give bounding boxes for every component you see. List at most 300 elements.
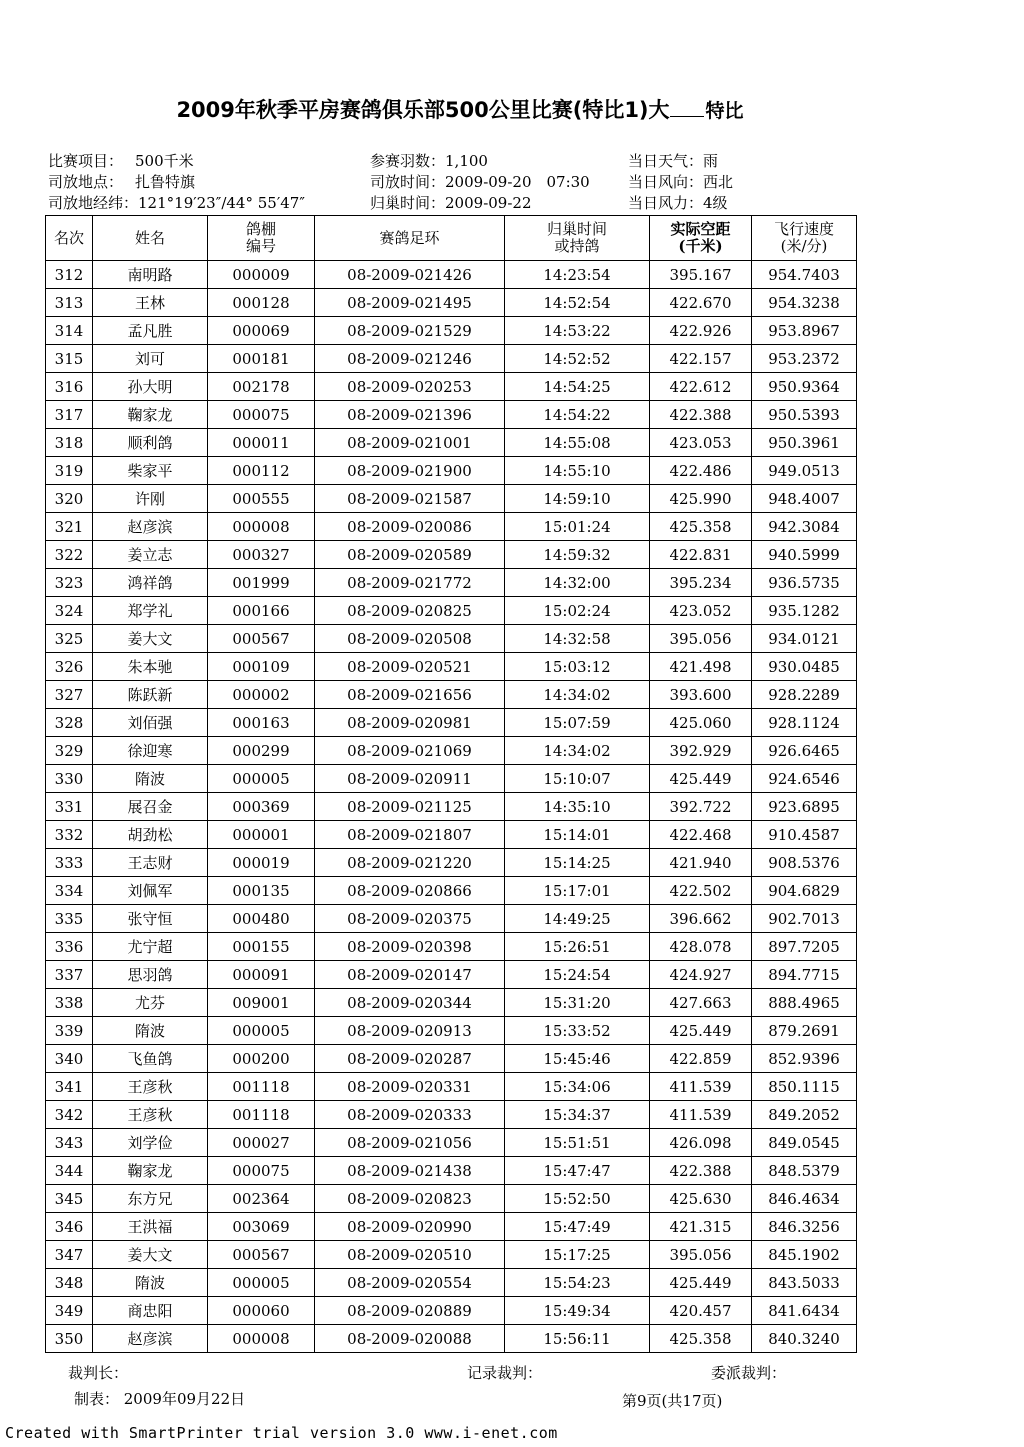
cell-loft: 000128	[208, 289, 315, 317]
cell-speed: 954.3238	[752, 289, 857, 317]
cell-arrival: 15:34:37	[505, 1101, 650, 1129]
results-body	[46, 261, 857, 1353]
cell-distance: 426.098	[650, 1129, 752, 1157]
cell-loft: 000091	[208, 961, 315, 989]
cell-distance: 395.056	[650, 1241, 752, 1269]
cell-distance: 422.388	[650, 1157, 752, 1185]
cell-ring: 08-2009-021495	[315, 289, 505, 317]
cell-distance: 392.929	[650, 737, 752, 765]
cell-speed: 840.3240	[752, 1325, 857, 1353]
cell-speed: 879.2691	[752, 1017, 857, 1045]
cell-arrival: 15:01:24	[505, 513, 650, 541]
cell-arrival: 14:35:10	[505, 793, 650, 821]
cell-arrival: 15:07:59	[505, 709, 650, 737]
cell-ring: 08-2009-020825	[315, 597, 505, 625]
cell-arrival: 14:54:25	[505, 373, 650, 401]
cell-ring: 08-2009-021656	[315, 681, 505, 709]
cell-distance: 425.358	[650, 1325, 752, 1353]
cell-loft: 000135	[208, 877, 315, 905]
cell-rank: 343	[46, 1129, 93, 1157]
page-number: 第9页(共17页)	[622, 1392, 723, 1410]
cell-speed: 849.2052	[752, 1101, 857, 1129]
table-row	[46, 1297, 857, 1325]
table-row	[46, 821, 857, 849]
cell-loft: 000555	[208, 485, 315, 513]
cell-rank: 315	[46, 345, 93, 373]
table-row	[46, 597, 857, 625]
cell-arrival: 14:32:58	[505, 625, 650, 653]
table-row	[46, 289, 857, 317]
table-row	[46, 485, 857, 513]
info-release-time	[370, 171, 590, 192]
cell-name: 思羽鸽	[93, 961, 208, 989]
table-row	[46, 709, 857, 737]
cell-speed: 948.4007	[752, 485, 857, 513]
cell-speed: 850.1115	[752, 1073, 857, 1101]
cell-name: 东方兄	[93, 1185, 208, 1213]
cell-rank: 337	[46, 961, 93, 989]
cell-rank: 324	[46, 597, 93, 625]
cell-rank: 323	[46, 569, 93, 597]
table-row	[46, 625, 857, 653]
table-row	[46, 765, 857, 793]
cell-arrival: 15:31:20	[505, 989, 650, 1017]
cell-ring: 08-2009-021396	[315, 401, 505, 429]
cell-rank: 317	[46, 401, 93, 429]
table-row	[46, 653, 857, 681]
cell-loft: 000480	[208, 905, 315, 933]
cell-distance: 421.498	[650, 653, 752, 681]
cell-loft: 000019	[208, 849, 315, 877]
cell-ring: 08-2009-020344	[315, 989, 505, 1017]
header-arrival	[505, 216, 650, 261]
cell-speed: 926.6465	[752, 737, 857, 765]
cell-loft: 000155	[208, 933, 315, 961]
cell-name: 柴家平	[93, 457, 208, 485]
table-row	[46, 1129, 857, 1157]
cell-rank: 341	[46, 1073, 93, 1101]
cell-name: 张守恒	[93, 905, 208, 933]
cell-name: 姜大文	[93, 625, 208, 653]
cell-speed: 935.1282	[752, 597, 857, 625]
header-speed	[752, 216, 857, 261]
cell-distance: 422.157	[650, 345, 752, 373]
header-arrival-line2: 或持鸽	[554, 237, 600, 255]
cell-name: 王彦秋	[93, 1073, 208, 1101]
header-rank-label: 名次	[53, 228, 84, 247]
cell-speed: 934.0121	[752, 625, 857, 653]
cell-arrival: 15:17:25	[505, 1241, 650, 1269]
cell-distance: 425.630	[650, 1185, 752, 1213]
cell-name: 赵彦滨	[93, 513, 208, 541]
info-return-time-value: 2009-09-22	[445, 194, 532, 212]
cell-rank: 342	[46, 1101, 93, 1129]
info-entries-label: 参赛羽数：	[370, 152, 446, 170]
title-blank-line	[670, 98, 704, 117]
cell-rank: 335	[46, 905, 93, 933]
cell-speed: 953.8967	[752, 317, 857, 345]
table-row	[46, 961, 857, 989]
cell-ring: 08-2009-020287	[315, 1045, 505, 1073]
cell-distance: 423.052	[650, 597, 752, 625]
cell-distance: 422.926	[650, 317, 752, 345]
cell-ring: 08-2009-021426	[315, 261, 505, 289]
header-distance-line2: (千米)	[678, 237, 723, 255]
cell-arrival: 14:59:32	[505, 541, 650, 569]
cell-distance: 425.449	[650, 1269, 752, 1297]
cell-distance: 428.078	[650, 933, 752, 961]
cell-distance: 422.670	[650, 289, 752, 317]
header-speed-line2: (米/分)	[780, 237, 828, 255]
cell-loft: 000075	[208, 401, 315, 429]
cell-loft: 000181	[208, 345, 315, 373]
cell-name: 孟凡胜	[93, 317, 208, 345]
cell-name: 刘可	[93, 345, 208, 373]
cell-name: 隋波	[93, 1269, 208, 1297]
table-row	[46, 1325, 857, 1353]
cell-loft: 000075	[208, 1157, 315, 1185]
cell-speed: 942.3084	[752, 513, 857, 541]
cell-ring: 08-2009-021220	[315, 849, 505, 877]
cell-arrival: 14:54:22	[505, 401, 650, 429]
cell-ring: 08-2009-020913	[315, 1017, 505, 1045]
cell-speed: 940.5999	[752, 541, 857, 569]
table-row	[46, 1045, 857, 1073]
cell-arrival: 14:59:10	[505, 485, 650, 513]
cell-ring: 08-2009-020398	[315, 933, 505, 961]
cell-arrival: 15:51:51	[505, 1129, 650, 1157]
cell-arrival: 15:14:01	[505, 821, 650, 849]
cell-arrival: 15:49:34	[505, 1297, 650, 1325]
cell-name: 王洪福	[93, 1213, 208, 1241]
cell-speed: 902.7013	[752, 905, 857, 933]
cell-speed: 843.5033	[752, 1269, 857, 1297]
info-project-value: 500千米	[135, 152, 194, 170]
info-wind-direction-value: 西北	[703, 173, 734, 191]
cell-arrival: 14:23:54	[505, 261, 650, 289]
cell-ring: 08-2009-021246	[315, 345, 505, 373]
header-distance	[650, 216, 752, 261]
cell-loft: 002364	[208, 1185, 315, 1213]
cell-rank: 348	[46, 1269, 93, 1297]
cell-rank: 340	[46, 1045, 93, 1073]
cell-ring: 08-2009-021772	[315, 569, 505, 597]
assigned-judge-label: 委派裁判：	[711, 1364, 787, 1382]
table-row	[46, 793, 857, 821]
cell-arrival: 15:45:46	[505, 1045, 650, 1073]
cell-arrival: 15:47:47	[505, 1157, 650, 1185]
cell-name: 刘佰强	[93, 709, 208, 737]
cell-rank: 318	[46, 429, 93, 457]
cell-speed: 904.6829	[752, 877, 857, 905]
cell-ring: 08-2009-021001	[315, 429, 505, 457]
cell-loft: 002178	[208, 373, 315, 401]
info-release-time-value: 2009-09-20 07:30	[445, 173, 590, 191]
cell-ring: 08-2009-020088	[315, 1325, 505, 1353]
table-row	[46, 1185, 857, 1213]
header-loft	[208, 216, 315, 261]
table-row	[46, 1157, 857, 1185]
info-wind-direction	[628, 171, 733, 192]
cell-ring: 08-2009-020823	[315, 1185, 505, 1213]
header-name	[93, 216, 208, 261]
cell-rank: 313	[46, 289, 93, 317]
cell-rank: 320	[46, 485, 93, 513]
cell-ring: 08-2009-021587	[315, 485, 505, 513]
info-weather	[628, 150, 718, 171]
cell-ring: 08-2009-020331	[315, 1073, 505, 1101]
cell-speed: 848.5379	[752, 1157, 857, 1185]
cell-speed: 953.2372	[752, 345, 857, 373]
cell-name: 徐迎寒	[93, 737, 208, 765]
cell-arrival: 14:55:08	[505, 429, 650, 457]
cell-distance: 393.600	[650, 681, 752, 709]
cell-speed: 950.9364	[752, 373, 857, 401]
table-row	[46, 933, 857, 961]
cell-speed: 841.6434	[752, 1297, 857, 1325]
cell-speed: 849.0545	[752, 1129, 857, 1157]
cell-rank: 347	[46, 1241, 93, 1269]
cell-distance: 422.859	[650, 1045, 752, 1073]
cell-name: 王彦秋	[93, 1101, 208, 1129]
cell-speed: 846.3256	[752, 1213, 857, 1241]
cell-rank: 325	[46, 625, 93, 653]
info-coordinates-label: 司放地经纬：	[48, 194, 139, 212]
table-row	[46, 541, 857, 569]
cell-name: 王林	[93, 289, 208, 317]
cell-loft: 000001	[208, 821, 315, 849]
cell-name: 朱本驰	[93, 653, 208, 681]
table-row	[46, 429, 857, 457]
cell-loft: 000011	[208, 429, 315, 457]
header-arrival-line1: 归巢时间	[546, 220, 607, 238]
cell-arrival: 14:55:10	[505, 457, 650, 485]
cell-loft: 000299	[208, 737, 315, 765]
cell-arrival: 15:10:07	[505, 765, 650, 793]
cell-ring: 08-2009-021438	[315, 1157, 505, 1185]
cell-loft: 000567	[208, 625, 315, 653]
cell-speed: 894.7715	[752, 961, 857, 989]
table-row	[46, 737, 857, 765]
cell-distance: 423.053	[650, 429, 752, 457]
cell-speed: 950.3961	[752, 429, 857, 457]
table-row	[46, 569, 857, 597]
info-wind-force-label: 当日风力：	[628, 194, 704, 212]
cell-distance: 425.060	[650, 709, 752, 737]
cell-ring: 08-2009-021529	[315, 317, 505, 345]
cell-name: 鞠家龙	[93, 1157, 208, 1185]
cell-loft: 000008	[208, 513, 315, 541]
header-ring	[315, 216, 505, 261]
cell-distance: 395.056	[650, 625, 752, 653]
cell-arrival: 15:03:12	[505, 653, 650, 681]
info-coordinates	[48, 192, 305, 213]
cell-name: 刘学俭	[93, 1129, 208, 1157]
cell-loft: 000005	[208, 1269, 315, 1297]
cell-loft: 009001	[208, 989, 315, 1017]
cell-name: 姜大文	[93, 1241, 208, 1269]
table-row	[46, 513, 857, 541]
cell-rank: 321	[46, 513, 93, 541]
title-main: 2009年秋季平房赛鸽俱乐部500公里比赛(特比1)大	[176, 98, 670, 122]
header-rank	[46, 216, 93, 261]
cell-loft: 000327	[208, 541, 315, 569]
cell-loft: 000005	[208, 1017, 315, 1045]
cell-arrival: 15:14:25	[505, 849, 650, 877]
info-wind-force	[628, 192, 728, 213]
cell-loft: 000002	[208, 681, 315, 709]
cell-ring: 08-2009-020147	[315, 961, 505, 989]
cell-rank: 314	[46, 317, 93, 345]
table-row	[46, 1241, 857, 1269]
cell-speed: 949.0513	[752, 457, 857, 485]
cell-distance: 392.722	[650, 793, 752, 821]
cell-loft: 000027	[208, 1129, 315, 1157]
info-return-time	[370, 192, 532, 213]
info-release-place-label: 司放地点：	[48, 173, 124, 191]
cell-name: 展召金	[93, 793, 208, 821]
cell-speed: 910.4587	[752, 821, 857, 849]
cell-speed: 845.1902	[752, 1241, 857, 1269]
header-distance-line1: 实际空距	[670, 220, 731, 238]
cell-rank: 338	[46, 989, 93, 1017]
cell-distance: 396.662	[650, 905, 752, 933]
cell-ring: 08-2009-020253	[315, 373, 505, 401]
cell-name: 尤芬	[93, 989, 208, 1017]
header-speed-line1: 飞行速度	[773, 220, 834, 238]
cell-name: 尤宁超	[93, 933, 208, 961]
table-row	[46, 1269, 857, 1297]
cell-distance: 420.457	[650, 1297, 752, 1325]
header-name-label: 姓名	[134, 228, 165, 247]
cell-rank: 350	[46, 1325, 93, 1353]
cell-distance: 425.358	[650, 513, 752, 541]
cell-loft: 001999	[208, 569, 315, 597]
info-coordinates-value: 121°19′23″/44° 55′47″	[138, 194, 305, 212]
info-wind-force-value: 4级	[703, 194, 728, 212]
info-return-time-label: 归巢时间：	[370, 194, 446, 212]
cell-ring: 08-2009-020589	[315, 541, 505, 569]
cell-ring: 08-2009-020521	[315, 653, 505, 681]
results-table	[45, 215, 857, 1353]
cell-speed: 928.2289	[752, 681, 857, 709]
cell-loft: 000166	[208, 597, 315, 625]
cell-ring: 08-2009-021807	[315, 821, 505, 849]
table-header-row	[46, 216, 857, 261]
chief-judge-label: 裁判长：	[68, 1364, 129, 1382]
cell-speed: 897.7205	[752, 933, 857, 961]
cell-name: 孙大明	[93, 373, 208, 401]
table-row	[46, 989, 857, 1017]
cell-ring: 08-2009-020375	[315, 905, 505, 933]
header-loft-line2: 编号	[245, 237, 276, 255]
cell-ring: 08-2009-020981	[315, 709, 505, 737]
table-row	[46, 1213, 857, 1241]
prepared-date: 制表： 2009年09月22日	[74, 1390, 246, 1408]
cell-loft: 000009	[208, 261, 315, 289]
cell-speed: 846.4634	[752, 1185, 857, 1213]
cell-name: 姜立志	[93, 541, 208, 569]
cell-ring: 08-2009-021069	[315, 737, 505, 765]
cell-speed: 852.9396	[752, 1045, 857, 1073]
cell-name: 飞鱼鸽	[93, 1045, 208, 1073]
cell-ring: 08-2009-020554	[315, 1269, 505, 1297]
cell-rank: 330	[46, 765, 93, 793]
watermark-text: Created with SmartPrinter trial version 3.0 www.i-enet.com	[5, 1424, 558, 1442]
cell-name: 鞠家龙	[93, 401, 208, 429]
cell-distance: 425.990	[650, 485, 752, 513]
cell-rank: 319	[46, 457, 93, 485]
cell-name: 顺利鸽	[93, 429, 208, 457]
cell-distance: 411.539	[650, 1101, 752, 1129]
table-row	[46, 905, 857, 933]
cell-ring: 08-2009-020911	[315, 765, 505, 793]
info-entries-value: 1,100	[445, 152, 488, 170]
page-title	[0, 94, 920, 124]
cell-rank: 333	[46, 849, 93, 877]
cell-arrival: 15:47:49	[505, 1213, 650, 1241]
table-row	[46, 1073, 857, 1101]
table-row	[46, 681, 857, 709]
cell-distance: 421.315	[650, 1213, 752, 1241]
cell-arrival: 14:34:02	[505, 681, 650, 709]
cell-distance: 425.449	[650, 1017, 752, 1045]
cell-rank: 339	[46, 1017, 93, 1045]
cell-speed: 930.0485	[752, 653, 857, 681]
cell-arrival: 15:17:01	[505, 877, 650, 905]
cell-arrival: 15:24:54	[505, 961, 650, 989]
title-tail: 特比	[705, 100, 744, 122]
cell-speed: 936.5735	[752, 569, 857, 597]
info-project-label: 比赛项目：	[48, 152, 124, 170]
cell-arrival: 14:52:54	[505, 289, 650, 317]
cell-rank: 322	[46, 541, 93, 569]
cell-arrival: 14:32:00	[505, 569, 650, 597]
cell-name: 隋波	[93, 1017, 208, 1045]
cell-distance: 424.927	[650, 961, 752, 989]
cell-rank: 312	[46, 261, 93, 289]
table-row	[46, 317, 857, 345]
table-row	[46, 345, 857, 373]
table-row	[46, 261, 857, 289]
cell-rank: 336	[46, 933, 93, 961]
cell-arrival: 15:56:11	[505, 1325, 650, 1353]
cell-ring: 08-2009-020510	[315, 1241, 505, 1269]
cell-distance: 422.831	[650, 541, 752, 569]
cell-arrival: 14:49:25	[505, 905, 650, 933]
info-release-place-value: 扎鲁特旗	[135, 173, 196, 191]
cell-rank: 349	[46, 1297, 93, 1325]
cell-name: 赵彦滨	[93, 1325, 208, 1353]
cell-name: 刘佩军	[93, 877, 208, 905]
info-project	[48, 150, 194, 171]
table-row	[46, 457, 857, 485]
header-loft-line1: 鸽棚	[245, 220, 276, 238]
cell-name: 鸿祥鸽	[93, 569, 208, 597]
info-weather-value: 雨	[703, 152, 719, 170]
cell-distance: 411.539	[650, 1073, 752, 1101]
cell-name: 胡劲松	[93, 821, 208, 849]
cell-arrival: 15:02:24	[505, 597, 650, 625]
cell-distance: 421.940	[650, 849, 752, 877]
cell-loft: 000163	[208, 709, 315, 737]
cell-loft: 000109	[208, 653, 315, 681]
cell-speed: 908.5376	[752, 849, 857, 877]
cell-distance: 422.486	[650, 457, 752, 485]
info-release-time-label: 司放时间：	[370, 173, 446, 191]
cell-rank: 346	[46, 1213, 93, 1241]
table-row	[46, 373, 857, 401]
